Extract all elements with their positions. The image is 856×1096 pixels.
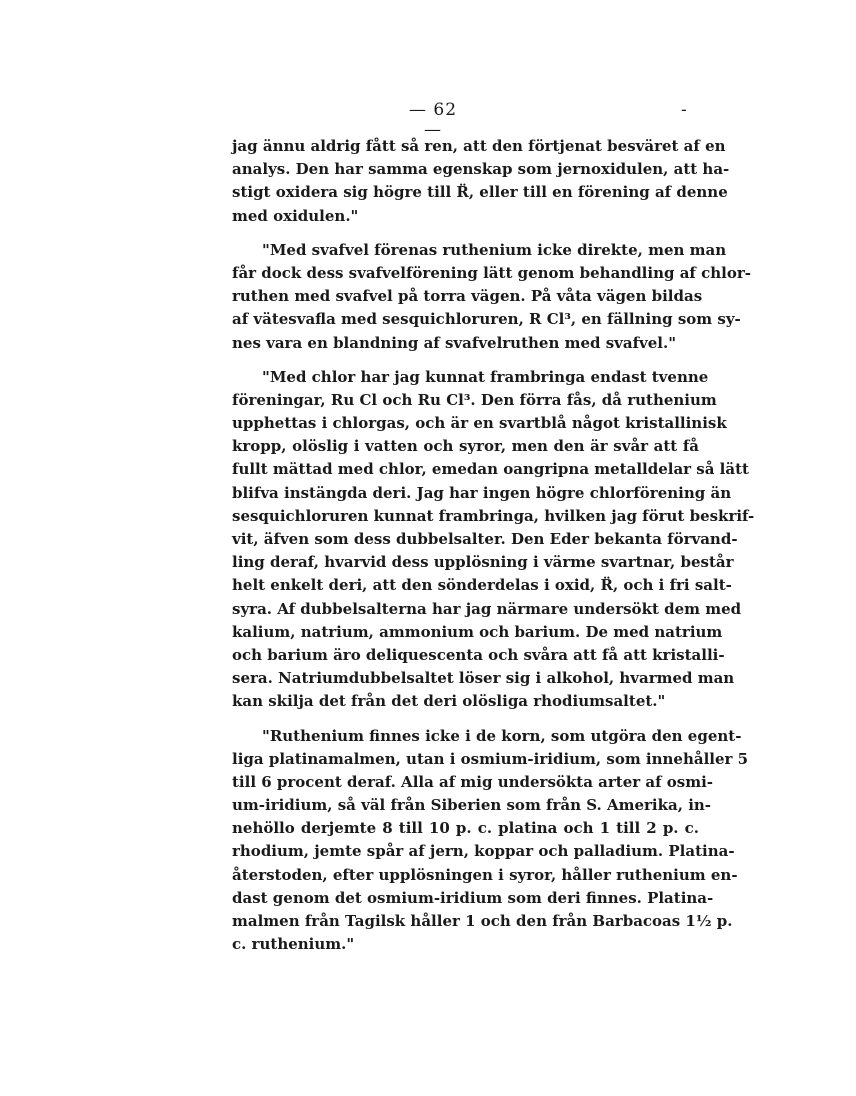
text-line: föreningar, Ru Cl och Ru Cl³. Den förra fås, då ruthenium (232, 390, 717, 409)
paragraph-spacer (232, 355, 699, 366)
paragraph-chlor (232, 366, 755, 714)
text-line: ruthen med svafvel på torra vägen. På våta vägen bildas (232, 287, 703, 306)
paragraph-spacer (232, 714, 699, 725)
text-line: af vätesvafla med sesquichloruren, R Cl³, en fällning som sy- (232, 310, 741, 329)
text-line: nes vara en blandning af svafvelruthen med svafvel." (232, 333, 677, 352)
page-number: — 62 — (408, 100, 458, 140)
text-line: med oxidulen." (232, 206, 359, 225)
text-line: till 6 procent deraf. Alla af mig undersökta arter af osmi- (232, 772, 714, 791)
page-header (0, 100, 856, 140)
text-line: c. ruthenium." (232, 935, 355, 954)
paragraph-spacer (232, 228, 699, 239)
text-line: kalium, natrium, ammonium och barium. De med natrium (232, 622, 723, 641)
paragraph-oxidulen (232, 135, 730, 228)
text-line: rhodium, jemte spår af jern, koppar och palladium. Platina- (232, 842, 735, 861)
text-line: upphettas i chlorgas, och är en svartblå något kristallinisk (232, 414, 727, 433)
body-text (232, 135, 755, 956)
text-line: um-iridium, så väl från Siberien som från S. Amerika, in- (232, 796, 712, 815)
text-line: ling deraf, hvarvid dess upplösning i värme svartnar, består (232, 553, 734, 572)
text-line: "Med chlor har jag kunnat frambringa endast tvenne (262, 367, 709, 386)
text-line: nehöllo derjemte 8 till 10 p. c. platina och 1 till 2 p. c. (232, 819, 699, 838)
text-line: malmen från Tagilsk håller 1 och den från Barbacoas 1½ p. (232, 912, 733, 930)
text-line: sera. Natriumdubbelsaltet löser sig i alkohol, hvarmed man (232, 669, 735, 688)
text-line: får dock dess svafvelförening lätt genom behandling af chlor- (232, 263, 751, 282)
text-line: dast genom det osmium-iridium som deri finnes. Platina- (232, 888, 714, 907)
text-line: återstoden, efter upplösningen i syror, håller ruthenium en- (232, 865, 738, 884)
corner-mark: - (681, 100, 687, 120)
text-line: och barium äro deliquescenta och svåra att få att kristalli- (232, 645, 725, 664)
text-line: helt enkelt deri, att den sönderdelas i oxid, R̈, och i fri salt- (232, 576, 732, 595)
text-line: analys. Den har samma egenskap som jernoxidulen, att ha- (232, 160, 730, 179)
text-line: "Med svafvel förenas ruthenium icke direkte, men man (262, 240, 727, 259)
text-line: stigt oxidera sig högre till R̈, eller till en förening af denne (232, 183, 728, 202)
text-line: kropp, olöslig i vatten och syror, men den är svår att få (232, 437, 699, 456)
text-line: fullt mättad med chlor, emedan oangripna metalldelar så lätt (232, 460, 749, 479)
paragraph-svafvel (232, 239, 751, 355)
text-line: kan skilja det från det deri olösliga rhodiumsaltet." (232, 692, 666, 711)
text-line: blifva instängda deri. Jag har ingen högre chlorförening än (232, 483, 732, 502)
text-line: syra. Af dubbelsalterna har jag närmare undersökt dem med (232, 599, 742, 618)
text-line: liga platinamalmen, utan i osmium-iridium, som innehåller 5 (232, 749, 749, 768)
text-line: "Ruthenium finnes icke i de korn, som utgöra den egent- (262, 726, 742, 745)
paragraph-osmium-iridium (232, 725, 749, 957)
text-line: sesquichloruren kunnat frambringa, hvilken jag förut beskrif- (232, 506, 755, 525)
text-line: jag ännu aldrig fått så ren, att den förtjenat besväret af en (232, 137, 726, 155)
text-line: vit, äfven som dess dubbelsalter. Den Eder bekanta förvand- (232, 530, 738, 548)
